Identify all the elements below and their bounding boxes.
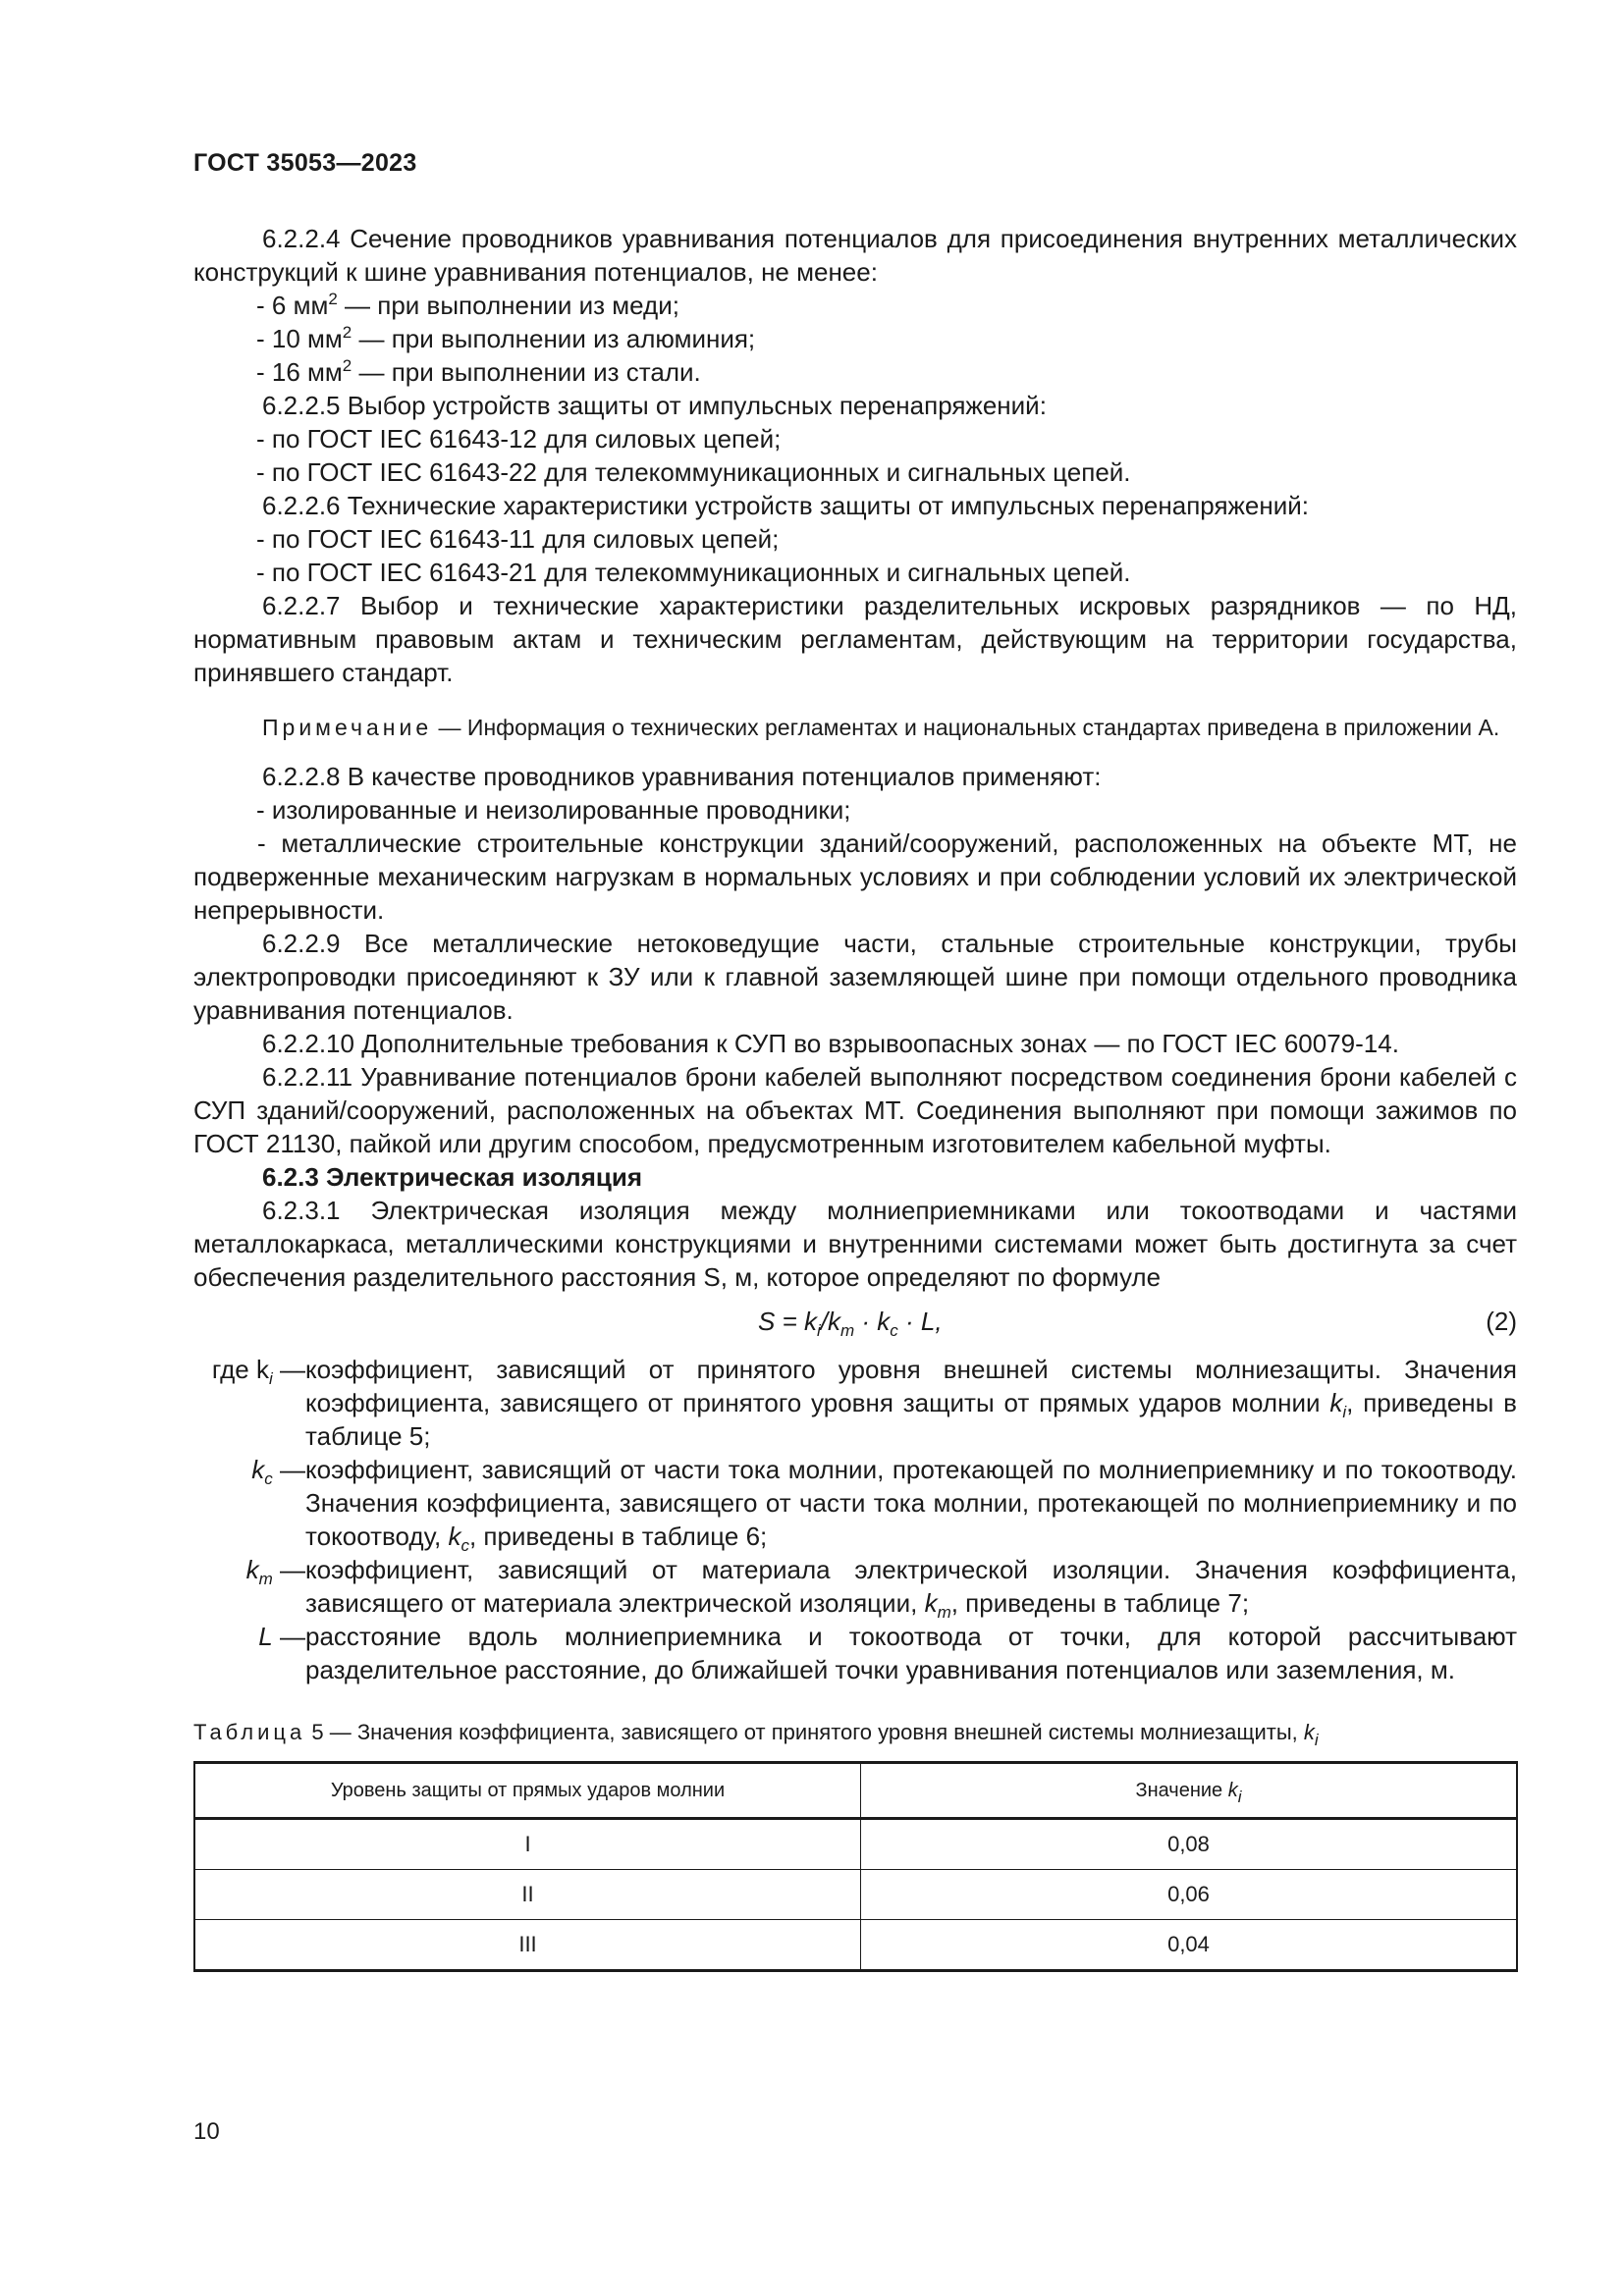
note-text: — Информация о технических регламентах и национальных стандартах приведена в приложении А.: [432, 715, 1500, 740]
list-item: - по ГОСТ IEC 61643-22 для телекоммуникационных и сигнальных цепей.: [256, 457, 1131, 487]
formula-number: (2): [1486, 1307, 1517, 1336]
definition-term: L —: [258, 1622, 305, 1651]
definition-km: [193, 1553, 1517, 1620]
document-header: ГОСТ 35053—2023: [193, 149, 417, 177]
list-item: - по ГОСТ IEC 61643-21 для телекоммуникационных и сигнальных цепей.: [256, 558, 1131, 587]
definition-text: коэффициент, зависящий от принятого уровня внешней системы молниезащиты. Значения коэффициента, зависящего от принятого уровня защиты от прямых ударов молнии $k_i$, приведены в таблице 5;: [305, 1355, 1517, 1451]
definitions-list: [193, 1353, 1517, 1686]
note-label: Примечание: [262, 715, 433, 740]
table-row: [194, 1920, 1517, 1971]
list-item: - по ГОСТ IEC 61643-11 для силовых цепей;: [256, 524, 780, 554]
table-header-row: [194, 1763, 1517, 1819]
definition-text: коэффициент, зависящий от материала электрической изоляции. Значения коэффициента, зависящего от материала электрической изоляции, $k_m$, приведены в таблице 7;: [305, 1555, 1517, 1622]
page-number: 10: [193, 2118, 220, 2145]
column-header-level: Уровень защиты от прямых ударов молнии: [194, 1763, 861, 1819]
table-5-caption: Таблица 5 — Значения коэффициента, зависящего от принятого уровня внешней системы молниезащиты, $k_i$: [193, 1720, 1319, 1749]
table-5: [193, 1761, 1518, 1972]
definition-ki: [193, 1353, 1517, 1453]
list-item: - по ГОСТ IEC 61643-12 для силовых цепей;: [256, 424, 782, 454]
cell-level: III: [194, 1920, 861, 1971]
list-item: - 16 $мм^2$ — при выполнении из стали.: [256, 356, 701, 387]
list-item: - металлические строительные конструкции зданий/сооружений, расположенных на объекте МТ, не подверженные механическим нагрузкам в нормальных условиях и при соблюдении условий их электрической непрерывности.: [193, 828, 1517, 925]
table-row: [194, 1819, 1517, 1870]
definition-l: [193, 1620, 1517, 1686]
table-row: [194, 1870, 1517, 1920]
note: [193, 713, 1517, 742]
cell-level: II: [194, 1870, 861, 1920]
list-item: - 6 $мм^2$ — при выполнении из меди;: [256, 290, 679, 320]
cell-level: I: [194, 1819, 861, 1870]
definition-text: расстояние вдоль молниеприемника и токоотвода от точки, для которой рассчитывают разделительное расстояние, до ближайшей точки уравнивания потенциалов или заземления, м.: [305, 1622, 1517, 1684]
section-heading-6-2-3: 6.2.3 Электрическая изоляция: [262, 1162, 643, 1192]
paragraph-6-2-2-8: 6.2.2.8 В качестве проводников уравнивания потенциалов применяют:: [262, 762, 1102, 791]
paragraph-6-2-2-10: 6.2.2.10 Дополнительные требования к СУП во взрывоопасных зонах — по ГОСТ IEC 60079-14.: [262, 1029, 1399, 1058]
paragraph-6-2-2-4: 6.2.2.4 Сечение проводников уравнивания потенциалов для присоединения внутренних металлических конструкций к шине уравнивания потенциалов, не менее:: [193, 224, 1517, 287]
paragraph-6-2-2-11: 6.2.2.11 Уравнивание потенциалов брони кабелей выполняют посредством соединения брони кабелей с СУП зданий/сооружений, расположенных на объектах МТ. Соединения выполняют при помощи зажимов по ГОСТ 21130, пайкой или другим способом, предусмотренным изготовителем кабельной муфты.: [193, 1062, 1517, 1158]
paragraph-6-2-3-1: 6.2.3.1 Электрическая изоляция между молниеприемниками или токоотводами и частями металлокаркаса, металлическими конструкциями и внутренними системами может быть достигнута за счет обеспечения разделительного расстояния S, м, которое определяют по формуле: [193, 1196, 1517, 1292]
definition-term: $k_c$ —: [251, 1455, 305, 1488]
paragraph-6-2-2-5: 6.2.2.5 Выбор устройств защиты от импульсных перенапряжений:: [262, 391, 1047, 420]
paragraph-6-2-2-6: 6.2.2.6 Технические характеристики устройств защиты от импульсных перенапряжений:: [262, 491, 1309, 520]
definition-kc: [193, 1453, 1517, 1553]
document-body: [193, 222, 1517, 1972]
paragraph-6-2-2-9: 6.2.2.9 Все металлические нетоковедущие части, стальные строительные конструкции, трубы электропроводки присоединяют к ЗУ или к главной заземляющей шине при помощи отдельного проводника уравнивания потенциалов.: [193, 929, 1517, 1025]
formula-2: [193, 1300, 1517, 1343]
cell-value: 0,06: [861, 1870, 1518, 1920]
list-item: - 10 $мм^2$ — при выполнении из алюминия;: [256, 323, 756, 353]
definition-text: коэффициент, зависящий от части тока молнии, протекающей по молниеприемнику и по токоотводу. Значения коэффициента, зависящего от части тока молнии, протекающей по молниеприемнику и по токоотводу, $k_c$, приведены в таблице 6;: [305, 1455, 1517, 1555]
formula-expression: $S = k_i/k_m \cdot k_c \cdot L$,: [758, 1307, 943, 1340]
cell-value: 0,04: [861, 1920, 1518, 1971]
list-item: - изолированные и неизолированные проводники;: [256, 795, 851, 825]
definition-term: $k_m$ —: [245, 1555, 305, 1588]
column-header-value: Значение $k_i$: [861, 1763, 1518, 1819]
paragraph-6-2-2-7: 6.2.2.7 Выбор и технические характеристики разделительных искровых разрядников — по НД, нормативным правовым актам и техническим регламентам, действующим на территории государства, принявшего стандарт.: [193, 591, 1517, 687]
cell-value: 0,08: [861, 1819, 1518, 1870]
definition-term: где $k_i$ —: [211, 1355, 305, 1388]
